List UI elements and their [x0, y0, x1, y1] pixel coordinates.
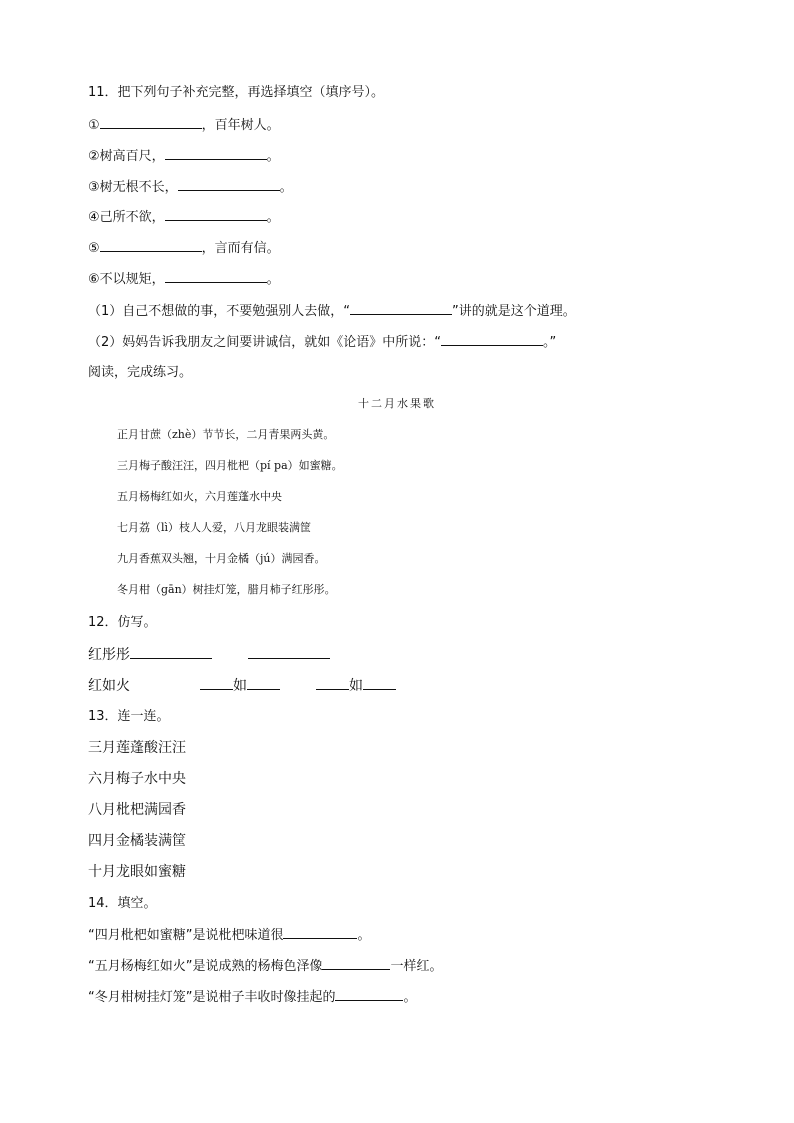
- fill-blank[interactable]: [100, 116, 202, 129]
- sentence-text: “四月枇杷如蜜糖”是说枇杷味道很: [88, 928, 284, 943]
- match-item[interactable]: 六月梅子水中央: [88, 771, 186, 787]
- q14-sentence-3: [88, 988, 417, 1007]
- fill-blank[interactable]: [165, 270, 267, 283]
- sentence-text: 。: [357, 928, 371, 943]
- item-text: ，百年树人。: [201, 118, 280, 133]
- q11-sub2: [88, 333, 556, 352]
- item-text: 。: [266, 149, 280, 164]
- fill-blank[interactable]: [350, 302, 452, 315]
- q11-item-2: [88, 147, 280, 166]
- reading-intro: 阅读，完成练习。: [88, 365, 193, 380]
- item-text: 。: [266, 210, 280, 225]
- fill-blank[interactable]: [100, 239, 202, 252]
- fill-blank[interactable]: [316, 677, 349, 690]
- match-item[interactable]: 四月金橘装满筐: [88, 833, 186, 849]
- q11-item-5: [88, 239, 280, 258]
- fill-blank[interactable]: [165, 208, 267, 221]
- q12-row-1: [88, 646, 330, 664]
- sentence-text: 一样红。: [390, 959, 443, 974]
- item-text: ②树高百尺，: [88, 149, 165, 164]
- q11-item-4: [88, 208, 280, 227]
- item-text: ③树无根不长，: [88, 180, 178, 195]
- item-text: 。: [279, 180, 293, 195]
- fill-blank[interactable]: [441, 333, 543, 346]
- q11-item-1: [88, 116, 280, 135]
- fill-blank[interactable]: [322, 957, 390, 970]
- row-label: 红如火: [88, 678, 130, 694]
- item-text: ⑤: [88, 241, 100, 256]
- poem-title: 十二月水果歌: [358, 397, 436, 410]
- item-text: ④己所不欲，: [88, 210, 165, 225]
- q11-sub1: [88, 302, 576, 321]
- item-text: ⑥不以规矩，: [88, 272, 165, 287]
- sentence-text: “冬月柑树挂灯笼”是说柑子丰收时像挂起的: [88, 990, 336, 1005]
- fill-blank[interactable]: [248, 646, 330, 659]
- poem-line: 七月荔（lì）枝人人爱，八月龙眼装满筐: [117, 521, 312, 534]
- q14-title: 14．填空。: [88, 896, 157, 911]
- poem-line: 正月甘蔗（zhè）节节长，二月青果两头黄。: [117, 428, 335, 441]
- match-item[interactable]: 十月龙眼如蜜糖: [88, 864, 186, 880]
- fill-blank[interactable]: [247, 677, 280, 690]
- item-text: ①: [88, 118, 100, 133]
- q11-item-6: [88, 270, 280, 289]
- ru-text: 如: [349, 678, 363, 694]
- ru-text: 如: [233, 678, 247, 694]
- q14-sentence-1: [88, 926, 371, 945]
- fill-blank[interactable]: [200, 677, 233, 690]
- q11-title: 11．把下列句子补充完整，再选择填空（填序号）。: [88, 85, 385, 100]
- q12-row-2: [88, 677, 396, 695]
- sentence-text: 。: [403, 990, 417, 1005]
- fill-blank[interactable]: [130, 646, 212, 659]
- poem-line: 五月杨梅红如火，六月莲蓬水中央: [117, 490, 282, 503]
- sub-text: ”讲的就是这个道理。: [452, 304, 576, 319]
- fill-blank[interactable]: [178, 178, 280, 191]
- match-item[interactable]: 三月莲蓬酸汪汪: [88, 740, 186, 756]
- q14-sentence-2: [88, 957, 443, 976]
- poem-line: 三月梅子酸汪汪，四月枇杷（pí pa）如蜜糖。: [117, 459, 343, 472]
- item-text: ，言而有信。: [201, 241, 280, 256]
- item-text: 。: [266, 272, 280, 287]
- sentence-text: “五月杨梅红如火”是说成熟的杨梅色泽像: [88, 959, 323, 974]
- fill-blank[interactable]: [165, 147, 267, 160]
- q11-item-3: [88, 178, 293, 197]
- sub-text: 。”: [543, 335, 557, 350]
- match-item[interactable]: 八月枇杷满园香: [88, 802, 186, 818]
- fill-blank[interactable]: [283, 926, 357, 939]
- poem-line: 九月香蕉双头翘，十月金橘（jú）满园香。: [117, 552, 326, 565]
- sub-text: （1）自己不想做的事，不要勉强别人去做，“: [88, 304, 351, 319]
- row-label: 红彤彤: [88, 647, 130, 663]
- q13-title: 13．连一连。: [88, 709, 170, 724]
- fill-blank[interactable]: [363, 677, 396, 690]
- poem-line: 冬月柑（gān）树挂灯笼，腊月柿子红彤彤。: [117, 583, 336, 596]
- fill-blank[interactable]: [335, 988, 403, 1001]
- sub-text: （2）妈妈告诉我朋友之间要讲诚信，就如《论语》中所说：“: [88, 335, 442, 350]
- q12-title: 12．仿写。: [88, 615, 157, 630]
